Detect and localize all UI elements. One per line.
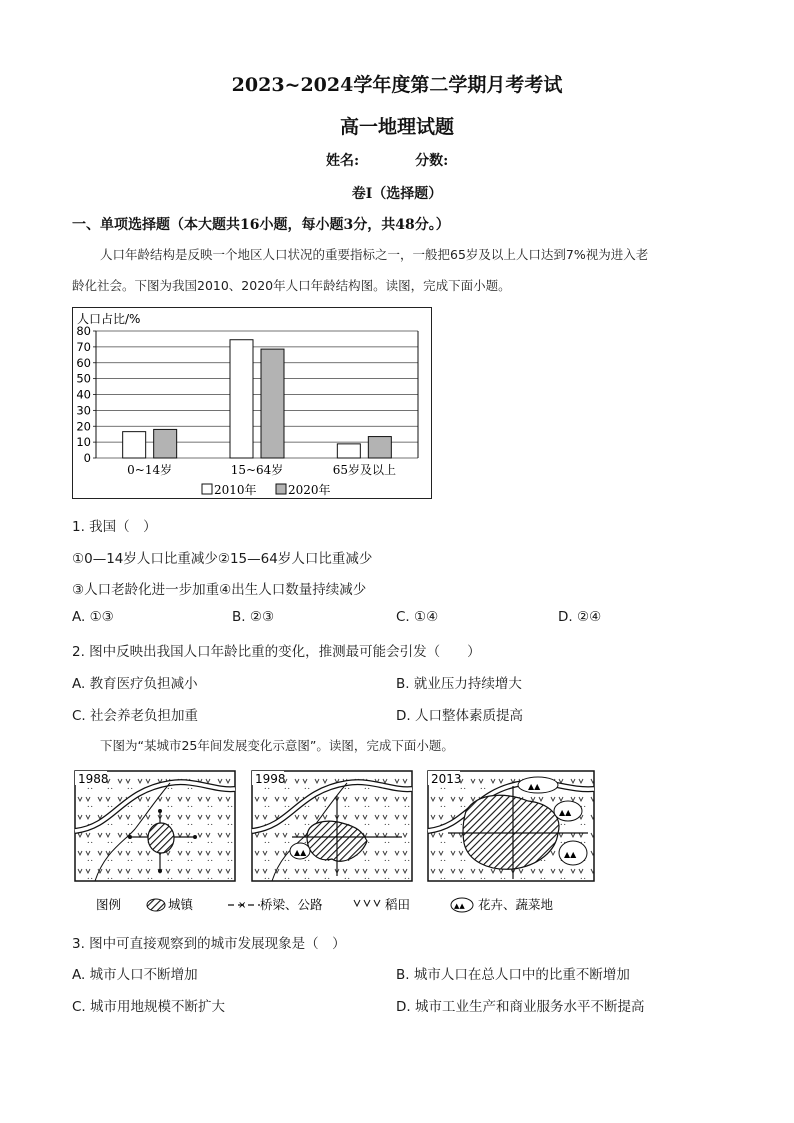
q2-option-c[interactable]: C. 社会养老负担加重 <box>72 708 199 724</box>
exam-title: 2023~2024学年度第二学期月考考试 <box>231 74 563 96</box>
bar-2020年-15~64岁 <box>261 349 284 458</box>
legend-vegetable: 花卉、蔬菜地 <box>478 897 554 912</box>
town-1988 <box>148 823 174 853</box>
intro1-line1: 人口年龄结构是反映一个地区人口状况的重要指标之一，一般把65岁及以上人口达到7%视为进入老 <box>100 247 649 262</box>
year-2013: 2013 <box>431 772 462 786</box>
y-tick-label: 0 <box>83 451 91 465</box>
y-tick-label: 30 <box>76 403 91 418</box>
q3-option-c[interactable]: C. 城市用地规模不断扩大 <box>72 999 226 1015</box>
bar-2010年-0~14岁 <box>123 432 146 458</box>
q1-option-c[interactable]: C. ①④ <box>396 609 439 625</box>
score-label: 分数: <box>415 153 449 169</box>
bar-2010年-65岁及以上 <box>337 444 360 458</box>
legend-title: 图例 <box>96 897 122 912</box>
name-label: 姓名: <box>326 153 360 169</box>
legend-swatch <box>202 484 212 494</box>
q3-option-d[interactable]: D. 城市工业生产和商业服务水平不断提高 <box>396 999 645 1015</box>
population-age-chart <box>72 307 432 499</box>
q2-stem: 2. 图中反映出我国人口年龄比重的变化，推测最可能会引发（ ） <box>72 644 481 660</box>
bar-2010年-15~64岁 <box>230 340 253 458</box>
q1-option-b[interactable]: B. ②③ <box>232 609 275 625</box>
exam-subtitle: 高一地理试题 <box>339 116 454 138</box>
year-1988: 1988 <box>78 772 109 786</box>
svg-text:▲▲: ▲▲ <box>528 782 541 791</box>
x-tick-label: 15~64岁 <box>230 463 284 477</box>
x-tick-label: 0~14岁 <box>127 463 173 477</box>
y-tick-label: 50 <box>76 371 91 386</box>
name-score-line <box>326 150 448 170</box>
q1-option-a[interactable]: A. ①③ <box>72 609 114 625</box>
y-tick-label: 70 <box>76 339 91 354</box>
volume-label: 卷Ⅰ（选择题） <box>351 186 443 202</box>
y-tick-label: 80 <box>76 324 91 338</box>
y-tick-label: 60 <box>76 355 91 370</box>
legend-town: 城镇 <box>168 897 194 912</box>
y-tick-label: 10 <box>76 435 91 450</box>
q3-option-a[interactable]: A. 城市人口不断增加 <box>72 967 198 983</box>
intro2-line1: 下图为“某城市25年间发展变化示意图”。读图，完成下面小题。 <box>100 738 454 753</box>
q2-option-d[interactable]: D. 人口整体素质提高 <box>396 708 523 724</box>
legend-swatch <box>276 484 286 494</box>
chart-ylabel: 人口占比/% <box>77 312 141 326</box>
intro1-line2: 龄化社会。下图为我国2010、2020年人口年龄结构图。读图，完成下面小题。 <box>72 278 511 293</box>
svg-text:▲▲: ▲▲ <box>559 808 572 817</box>
q1-statements-1: ①0—14岁人口比重减少②15—64岁人口比重减少 <box>72 551 373 567</box>
legend-label: 2020年 <box>288 483 331 497</box>
q3-stem: 3. 图中可直接观察到的城市发展现象是（ ） <box>72 936 346 952</box>
legend-label: 2010年 <box>214 483 257 497</box>
town-legend-icon <box>147 899 165 911</box>
q1-stem: 1. 我国（ ） <box>72 519 157 535</box>
x-tick-label: 65岁及以上 <box>332 463 396 477</box>
svg-text:×: × <box>238 900 247 911</box>
q3-option-b[interactable]: B. 城市人口在总人口中的比重不断增加 <box>396 967 630 983</box>
map-1998 <box>252 771 412 881</box>
section-heading: 一、单项选择题（本大题共16小题，每小题3分，共48分。） <box>72 217 450 233</box>
map-2013 <box>428 771 594 881</box>
svg-text:▲▲: ▲▲ <box>454 902 465 910</box>
bar-2020年-65岁及以上 <box>368 437 391 458</box>
rice-legend-icon <box>354 900 380 906</box>
bar-2020年-0~14岁 <box>154 429 177 458</box>
y-tick-label: 20 <box>76 419 91 434</box>
q1-statements-2: ③人口老龄化进一步加重④出生人口数量持续减少 <box>72 582 367 598</box>
year-1998: 1998 <box>255 772 286 786</box>
q2-option-b[interactable]: B. 就业压力持续增大 <box>396 676 522 692</box>
svg-text:▲▲: ▲▲ <box>564 850 577 859</box>
legend-road: 桥梁、公路 <box>260 897 323 912</box>
q2-option-a[interactable]: A. 教育医疗负担减小 <box>72 676 198 692</box>
q1-option-d[interactable]: D. ②④ <box>558 609 602 625</box>
y-tick-label: 40 <box>76 387 91 402</box>
map-legend <box>96 897 554 912</box>
map-1988 <box>75 771 235 881</box>
city-development-maps <box>72 768 598 918</box>
svg-text:▲▲: ▲▲ <box>294 848 307 857</box>
legend-rice: 稻田 <box>385 897 411 912</box>
